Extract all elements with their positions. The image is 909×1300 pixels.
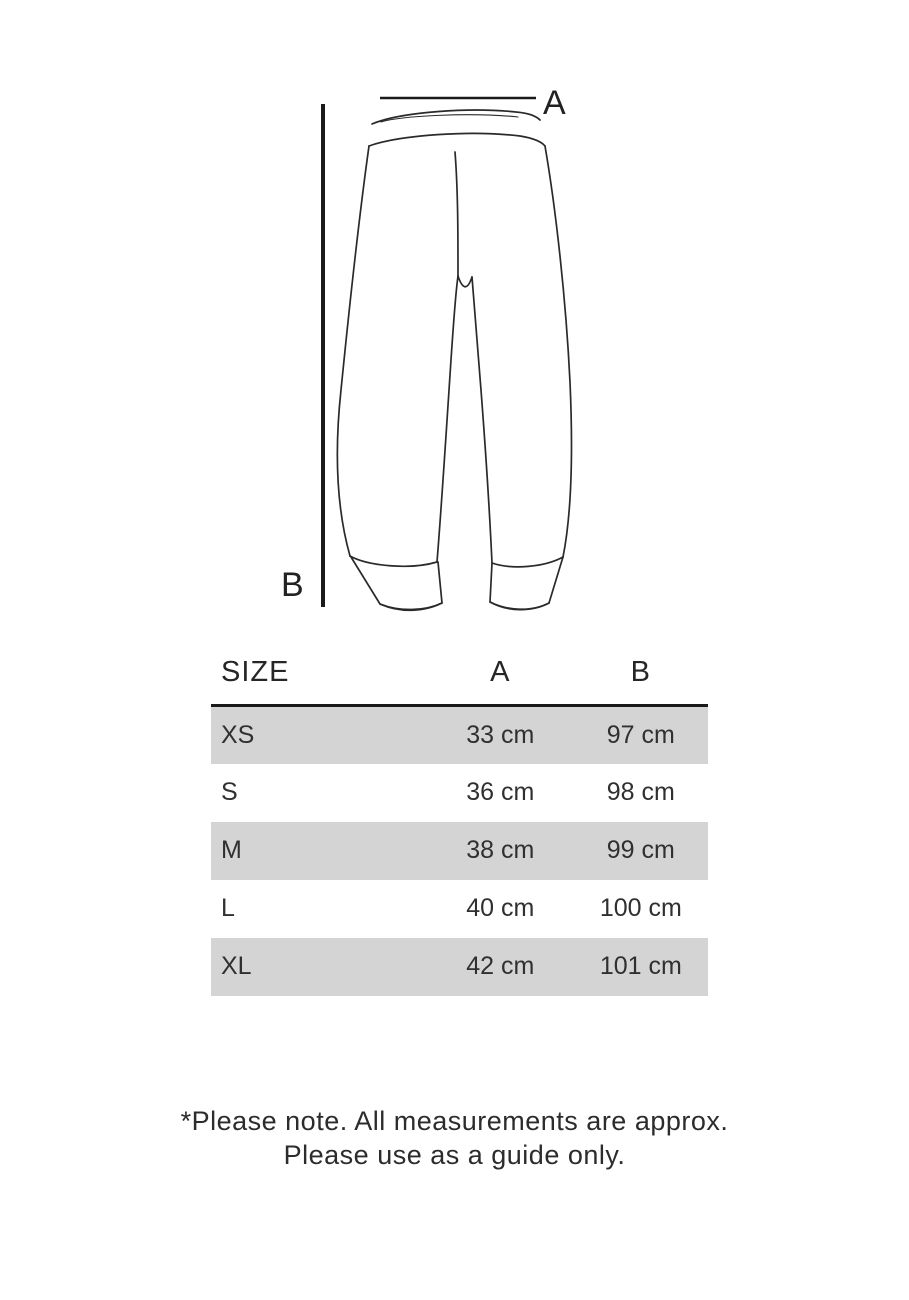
- dimension-label-a: A: [543, 84, 566, 122]
- cell-measurement-b: 97 cm: [606, 720, 675, 749]
- table-row: [211, 938, 708, 996]
- dimension-label-b: B: [281, 566, 304, 604]
- pants-outline: [337, 110, 571, 610]
- sweatpants-illustration: [0, 0, 909, 640]
- table-row: [211, 822, 708, 880]
- cell-measurement-a: 42 cm: [466, 952, 535, 980]
- cell-measurement-b: 100 cm: [599, 894, 682, 922]
- cell-measurement-a: 38 cm: [466, 836, 535, 864]
- size-guide-diagram: [0, 0, 909, 640]
- table-header: [211, 640, 708, 706]
- measurement-disclaimer: [0, 1105, 909, 1173]
- cell-size: XL: [221, 952, 252, 980]
- cell-size: M: [221, 836, 242, 864]
- column-header-a: A: [490, 655, 511, 688]
- column-header-b: B: [630, 655, 651, 688]
- cell-measurement-a: 33 cm: [466, 720, 535, 749]
- cell-measurement-b: 101 cm: [599, 952, 682, 980]
- table-body: [211, 706, 708, 996]
- table-header-row: [211, 640, 708, 706]
- cell-measurement-b: 98 cm: [606, 778, 675, 806]
- column-header-size: SIZE: [221, 655, 290, 688]
- cell-size: XS: [221, 720, 255, 749]
- table-row: [211, 764, 708, 822]
- table-row: [211, 706, 708, 764]
- cell-measurement-a: 36 cm: [466, 778, 535, 806]
- cell-size: L: [221, 894, 235, 922]
- cell-size: S: [221, 778, 238, 806]
- table-row: [211, 880, 708, 938]
- disclaimer-line-1: *Please note. All measurements are approx.: [180, 1106, 729, 1136]
- cell-measurement-b: 99 cm: [606, 836, 675, 864]
- size-chart-table: [211, 640, 708, 996]
- cell-measurement-a: 40 cm: [466, 894, 535, 922]
- disclaimer-line-2: Please use as a guide only.: [283, 1139, 626, 1170]
